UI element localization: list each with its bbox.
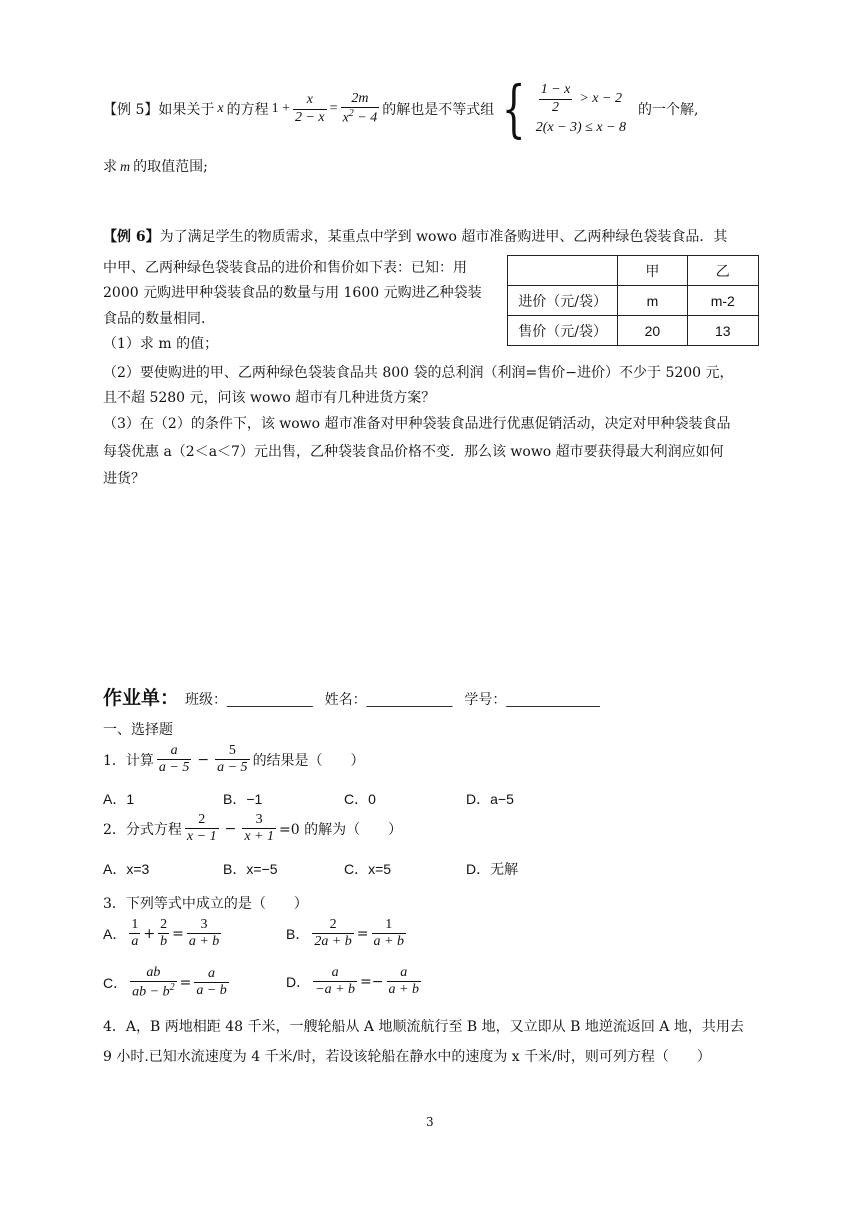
question-3-option-a	[103, 917, 224, 950]
example-5-fraction-2-den-base: x	[342, 110, 349, 126]
example-6-question-2-line-1: （2）要使购进的甲、乙两种绿色袋装食品共 800 袋的总利润（利润=售价−进价）不少于 5200 元，	[103, 365, 734, 381]
question-2-fraction-2-numerator: 3	[242, 812, 276, 829]
price-table-sale-yi: 13	[687, 316, 758, 346]
price-table-header-jia: 甲	[618, 256, 687, 286]
name-blank: ___________	[366, 691, 453, 707]
q3c-f2-num: a	[194, 966, 228, 983]
price-table-header-row	[508, 256, 759, 286]
price-table-sale-label: 售价（元/袋）	[508, 316, 618, 346]
price-table-cost-label: 进价（元/袋）	[508, 286, 618, 316]
student-id-blank: ____________	[506, 691, 600, 707]
inequality-1-rhs: > x − 2	[579, 91, 622, 106]
example-5-text-3: 的解也是不等式组	[382, 102, 495, 118]
question-1-minus: −	[197, 751, 210, 768]
brace-icon: {	[502, 72, 526, 145]
example-5-fraction-2-denominator	[341, 108, 380, 127]
example-5-text-1: 如果关于	[158, 102, 215, 118]
inequality-2: 2(x − 3) ≤ x − 8	[535, 119, 627, 135]
question-2-option-a: A．x=3	[103, 861, 150, 877]
question-3-option-b-label: B．	[286, 925, 310, 942]
example-6-line-2: 中甲、乙两种绿色袋装食品的进价和售价如下表：已知：用	[103, 260, 467, 276]
example-5-line-1	[103, 72, 699, 145]
question-1-prefix: 1．计算	[103, 752, 154, 769]
question-3-option-c	[103, 965, 232, 1001]
question-1-fraction-1-denominator: a − 5	[158, 760, 190, 776]
q3a-eq: =	[172, 925, 184, 942]
example-6-label: 【例 6】	[103, 229, 160, 245]
q3a-f2-den: b	[160, 934, 168, 950]
q3a-f3-num: 3	[187, 917, 221, 934]
q3b-f2-den: a + b	[373, 934, 404, 950]
question-3-c-fraction-2	[194, 966, 228, 999]
question-1-suffix: 的结果是（ ）	[252, 752, 365, 769]
question-1-fraction-1	[157, 743, 191, 776]
question-3-option-a-label: A．	[103, 925, 127, 942]
q3c-f1-den-base: ab − b	[132, 984, 170, 1000]
question-2-fraction-2	[242, 812, 276, 845]
example-6-question-3-line-2: 每袋优惠 a（2＜a＜7）元出售，乙种袋装食品价格不变．那么该 wowo 超市要获得最大利润应如何	[103, 444, 724, 460]
question-3-option-d-label: D．	[286, 973, 311, 990]
question-2-fraction-1-denominator: x − 1	[186, 829, 217, 845]
inequality-rows	[536, 82, 626, 135]
inequality-1-fraction	[539, 82, 573, 115]
question-2-prefix: 2．分式方程	[103, 821, 182, 838]
q3b-f2-num: 1	[372, 917, 406, 934]
name-label: 姓名：	[324, 691, 367, 707]
inequality-system	[494, 72, 627, 145]
question-1-fraction-2-numerator: 5	[215, 743, 249, 760]
student-id-label: 学号：	[464, 691, 507, 707]
example-5-var-x: x	[217, 101, 224, 116]
class-label: 班级：	[185, 691, 228, 707]
question-2-fraction-1-numerator: 2	[185, 812, 219, 829]
example-5-one-plus: 1 +	[271, 101, 290, 116]
question-3-d-fraction-2	[387, 965, 421, 998]
question-4-line-1: 4．A，B 两地相距 48 千米，一艘轮船从 A 地顺流航行至 B 地，又立即从 B 地逆流返回 A 地，共用去	[103, 1019, 744, 1035]
example-5-text-2: 的方程	[226, 102, 269, 118]
example-5-fraction-1	[293, 92, 327, 125]
price-table-header-yi: 乙	[687, 256, 758, 286]
price-table-row-sale	[508, 316, 759, 346]
question-4-line-2: 9 小时.已知水流速度为 4 千米/时，若设该轮船在静水中的速度为 x 千米/时，则可列方程（ ）	[103, 1049, 711, 1065]
question-2-fraction-1	[185, 812, 219, 845]
price-table-row-cost	[508, 286, 759, 316]
question-3-option-b	[286, 917, 409, 950]
example-5-label: 【例 5】	[103, 102, 159, 118]
question-1-option-c: C．0	[344, 791, 376, 807]
q3a-f3-den: a + b	[188, 934, 220, 950]
question-3-a-fraction-2	[158, 917, 169, 950]
q3b-f1-den: 2a + b	[314, 934, 352, 950]
example-6-line-3: 2000 元购进甲种袋装食品的数量与用 1600 元购进乙种袋装	[103, 285, 482, 301]
section-multiple-choice: 一、选择题	[103, 722, 173, 738]
question-1-fraction-2-denominator: a − 5	[217, 760, 248, 776]
inequality-1-numerator: 1 − x	[539, 82, 573, 99]
price-table-sale-jia: 20	[618, 316, 687, 346]
example-5-line-2-post: 的取值范围;	[133, 159, 208, 175]
inequality-1-denominator: 2	[552, 99, 560, 115]
example-6-question-2-line-2: 且不超 5280 元，问该 wowo 超市有几种进货方案？	[103, 390, 436, 406]
question-3-b-fraction-2	[372, 917, 406, 950]
question-3-option-d	[286, 965, 424, 998]
question-2-option-d: D．无解	[466, 861, 519, 877]
q3b-f1-num: 2	[312, 917, 353, 934]
question-1-option-b: B．−1	[223, 791, 263, 807]
q3a-f1-num: 1	[129, 917, 140, 934]
price-table-cost-yi: m-2	[687, 286, 758, 316]
price-table-cost-jia: m	[618, 286, 687, 316]
example-5-text-4: 的一个解,	[638, 102, 699, 118]
question-1-option-a: A．1	[103, 791, 135, 807]
question-2-fraction-2-denominator: x + 1	[244, 829, 274, 845]
q3d-f2-num: a	[387, 965, 421, 982]
q3a-f1-den: a	[131, 934, 139, 950]
q3b-eq: =	[356, 925, 369, 942]
price-table	[507, 255, 759, 346]
q3c-f1-den	[130, 982, 176, 1001]
example-6-question-3-line-3: 进货？	[103, 471, 145, 487]
question-2-minus: −	[224, 820, 237, 837]
question-2-option-b: B．x=−5	[223, 861, 278, 877]
question-3-stem: 3．下列等式中成立的是（ ）	[103, 896, 308, 912]
q3c-f2-den: a − b	[196, 983, 227, 999]
example-6-question-3-line-1: （3）在（2）的条件下，该 wowo 超市准备对甲种袋装食品进行优惠促销活动，决定对甲种袋装食品	[103, 416, 731, 432]
question-3-a-fraction-3	[187, 917, 221, 950]
q3d-f1-den: −a + b	[315, 982, 356, 998]
price-table-header-cell	[508, 256, 618, 286]
example-5-line-2-pre: 求	[103, 159, 117, 175]
example-5-line-2-var: m	[120, 160, 131, 175]
q3c-f1-den-exp: 2	[169, 982, 175, 994]
homework-header	[103, 683, 600, 710]
question-2-suffix: =0 的解为（ ）	[279, 821, 403, 838]
homework-title: 作业单：	[103, 688, 180, 709]
example-5-fraction-2	[341, 91, 380, 127]
q3a-plus: +	[143, 925, 156, 942]
question-2-option-c: C．x=5	[344, 861, 392, 877]
example-5-fraction-1-numerator: x	[293, 92, 327, 109]
example-5-equals: =	[329, 101, 338, 116]
question-1-fraction-1-numerator: a	[157, 743, 191, 760]
inequality-1	[536, 82, 626, 115]
question-1-fraction-2	[215, 743, 249, 776]
example-5-fraction-1-denominator: 2 − x	[294, 109, 325, 125]
q3c-f1-num: ab	[130, 965, 176, 982]
example-5-fraction-2-den-rest: − 4	[353, 110, 378, 126]
q3a-f2-num: 2	[158, 917, 169, 934]
question-2	[103, 812, 402, 845]
question-3-a-fraction-1	[129, 917, 140, 950]
example-6-text-1: 为了满足学生的物质需求，某重点中学到 wowo 超市准备购进甲、乙两种绿色袋装食品．其	[159, 229, 728, 245]
class-blank: ___________	[227, 691, 313, 707]
q3c-eq: =	[179, 974, 192, 991]
example-6-line-1	[103, 229, 727, 245]
q3d-f2-den: a + b	[388, 982, 419, 998]
q3d-eq: =−	[360, 973, 384, 990]
question-3-b-fraction-1	[312, 917, 353, 950]
question-1-option-d: D．a−5	[466, 791, 514, 807]
example-5-line-2	[103, 156, 208, 176]
question-1	[103, 743, 365, 776]
example-5-fraction-2-numerator: 2m	[341, 91, 380, 108]
q3d-f1-num: a	[313, 965, 357, 982]
page-number: 3	[426, 1115, 434, 1129]
example-5-fraction-2-den-exponent: 2	[348, 108, 354, 120]
example-6-line-4: 食品的数量相同．	[103, 311, 215, 327]
question-3-d-fraction-1	[313, 965, 357, 998]
question-3-c-fraction-1	[130, 965, 176, 1001]
question-3-option-c-label: C．	[103, 974, 128, 991]
example-6-question-1: （1）求 m 的值；	[103, 336, 219, 352]
